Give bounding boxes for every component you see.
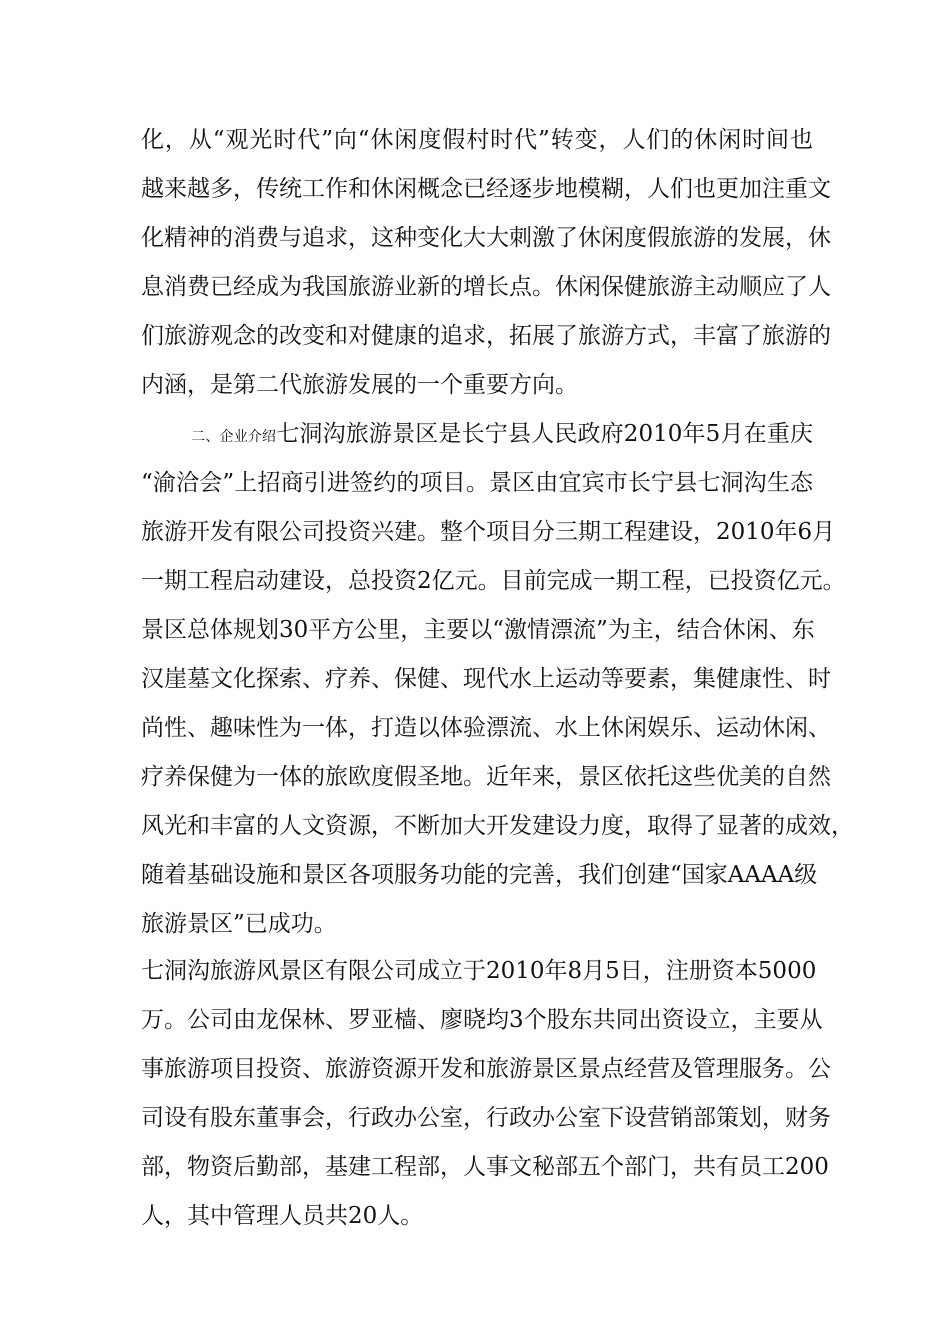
text-line: 万。公司由龙保林、罗亚樯、廖晓均3个股东共同出资设立，主要从 (141, 1007, 823, 1033)
text-line: 化，从“观光时代”向“休闲度假村时代”转变，人们的休闲时间也 (141, 127, 813, 153)
text-line: 旅游开发有限公司投资兴建。整个项目分三期工程建设，2010年6月 (141, 519, 836, 545)
text-line: 内涵，是第二代旅游发展的一个重要方向。 (141, 372, 578, 398)
text-line: 司设有股东董事会，行政办公室，行政办公室下设营销部策划，财务 (141, 1105, 831, 1131)
paragraph-tourism-trends (141, 116, 831, 410)
text-line: 越来越多，传统工作和休闲概念已经逐步地模糊，人们也更加注重文 (141, 176, 831, 202)
text-line: 一期工程启动建设，总投资2亿元。目前完成一期工程，已投资亿元。 (141, 568, 846, 594)
text-line: “渝洽会”上招商引进签约的项目。景区由宜宾市长宁县七洞沟生态 (141, 470, 813, 496)
text-line: 景区总体规划30平方公里，主要以“激情漂流”为主，结合休闲、东 (141, 617, 815, 643)
text-line: 化精神的消费与追求，这种变化大大刺激了休闲度假旅游的发展，休 (141, 225, 831, 251)
text-line: 旅游景区”已成功。 (141, 911, 337, 937)
text-line-first (141, 410, 813, 459)
section-heading: 二、企业介绍 (191, 429, 277, 445)
text-line: 人，其中管理人员共20人。 (141, 1203, 424, 1229)
text-line: 们旅游观念的改变和对健康的追求，拓展了旅游方式，丰富了旅游的 (141, 323, 831, 349)
text-line: 风光和丰富的人文资源，不断加大开发建设力度，取得了显著的成效， (141, 813, 854, 839)
text-line: 随着基础设施和景区各项服务功能的完善，我们创建“国家AAAA级 (141, 862, 818, 888)
text-line: 疗养保健为一体的旅欧度假圣地。近年来，景区依托这些优美的自然 (141, 764, 831, 790)
text-line: 部，物资后勤部，基建工程部，人事文秘部五个部门，共有员工200 (141, 1154, 829, 1180)
text-line-rest: 七洞沟旅游景区是长宁县人民政府2010年5月在重庆 (276, 421, 814, 447)
text-line: 尚性、趣味性为一体，打造以体验漂流、水上休闲娱乐、运动休闲、 (141, 715, 831, 741)
text-line: 息消费已经成为我国旅游业新的增长点。休闲保健旅游主动顺应了人 (141, 274, 831, 300)
text-line: 七洞沟旅游风景区有限公司成立于2010年8月5日，注册资本5000 (141, 958, 817, 984)
paragraph-company-details (141, 947, 831, 1241)
text-line: 汉崖墓文化探索、疗养、保健、现代水上运动等要素，集健康性、时 (141, 666, 831, 692)
paragraph-company-intro (141, 410, 854, 949)
text-line: 事旅游项目投资、旅游资源开发和旅游景区景点经营及管理服务。公 (141, 1056, 831, 1082)
